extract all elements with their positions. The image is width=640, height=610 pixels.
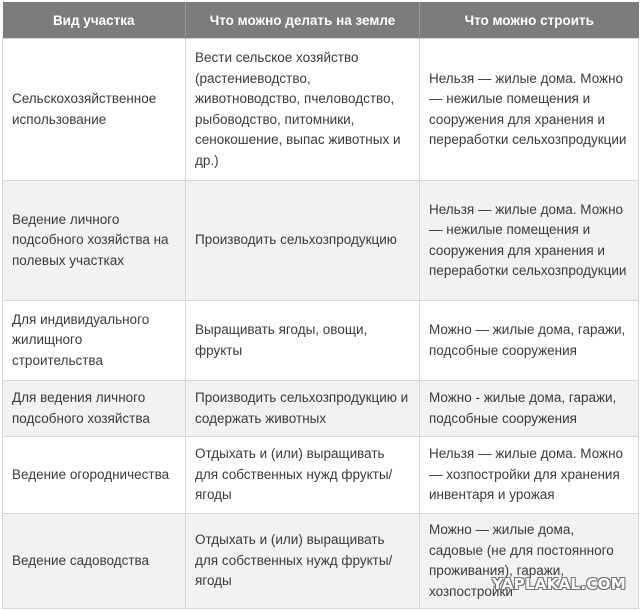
table-row — [3, 39, 639, 181]
cell-plot-type: Для индивидуального жилищного строительства — [3, 301, 186, 381]
cell-activities: Отдыхать и (или) выращивать для собственных нужд фрукты/ ягоды — [186, 437, 420, 514]
cell-plot-type: Ведение садоводства — [3, 514, 186, 609]
cell-activities: Производить сельхозпродукцию и содержать животных — [186, 381, 420, 437]
cell-activities: Производить сельхозпродукцию — [186, 181, 420, 301]
header-allowed-construction: Что можно строить — [420, 2, 639, 39]
table-row — [3, 181, 639, 301]
table-row — [3, 514, 639, 609]
cell-activities: Вести сельское хозяйство (растениеводство, животноводство, пчеловодство, рыбоводство, питомники, сенокошение, выпас животных и др.) — [186, 39, 420, 181]
cell-activities: Отдыхать и (или) выращивать для собственных нужд фрукты/ ягоды — [186, 514, 420, 609]
cell-construction: Можно — жилые дома, садовые (не для постоянного проживания), гаражи, хозпостройки — [420, 514, 639, 609]
table-row — [3, 381, 639, 437]
cell-construction: Можно — жилые дома, гаражи, подсобные сооружения — [420, 301, 639, 381]
cell-plot-type: Сельскохозяйственное использование — [3, 39, 186, 181]
cell-plot-type: Для ведения личного подсобного хозяйства — [3, 381, 186, 437]
cell-activities: Выращивать ягоды, овощи, фрукты — [186, 301, 420, 381]
cell-construction: Можно - жилые дома, гаражи, подсобные сооружения — [420, 381, 639, 437]
table-row — [3, 301, 639, 381]
land-use-table — [2, 2, 639, 609]
cell-construction: Нельзя — жилые дома. Можно — нежилые помещения и сооружения для хранения и переработки сельхозпродукции — [420, 39, 639, 181]
header-plot-type: Вид участка — [3, 2, 186, 39]
table-row — [3, 437, 639, 514]
table-header-row — [3, 2, 639, 39]
cell-plot-type: Ведение огородничества — [3, 437, 186, 514]
cell-construction: Нельзя — жилые дома. Можно — нежилые помещения и сооружения для хранения и переработки сельхозпродукции — [420, 181, 639, 301]
cell-plot-type: Ведение личного подсобного хозяйства на полевых участках — [3, 181, 186, 301]
site-watermark: YAPLAKAL.COM — [492, 575, 626, 593]
cell-construction: Нельзя — жилые дома. Можно — хозпостройки для хранения инвентаря и урожая — [420, 437, 639, 514]
header-allowed-activities: Что можно делать на земле — [186, 2, 420, 39]
